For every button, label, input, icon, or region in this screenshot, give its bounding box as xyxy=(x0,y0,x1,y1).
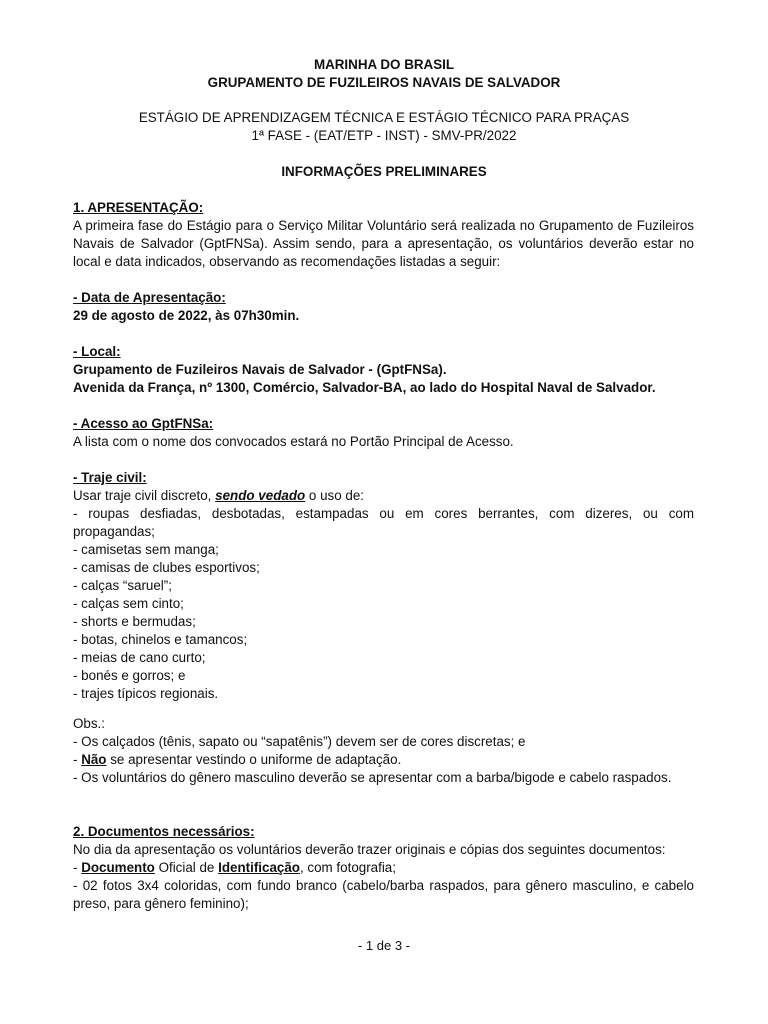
list-item: - bonés e gorros; e xyxy=(73,668,186,683)
traje-list xyxy=(73,505,694,703)
traje-label: - Traje civil: xyxy=(73,470,147,485)
obs-label: Obs.: xyxy=(73,716,105,731)
org-unit: GRUPAMENTO DE FUZILEIROS NAVAIS DE SALVADOR xyxy=(207,75,561,90)
acesso-text: A lista com o nome dos convocados estará no Portão Principal de Acesso. xyxy=(73,434,514,449)
course-title: ESTÁGIO DE APRENDIZAGEM TÉCNICA E ESTÁGIO TÉCNICO PARA PRAÇAS xyxy=(138,110,630,125)
obs-item-2: - Não se apresentar vestindo o uniforme de adaptação. xyxy=(73,752,402,767)
traje-intro: Usar traje civil discreto, sendo vedado o uso de: xyxy=(73,488,365,503)
local-label: - Local: xyxy=(73,344,121,359)
list-item: - botas, chinelos e tamancos; xyxy=(73,632,248,647)
obs-item-1: - Os calçados (tênis, sapato ou “sapatênis”) devem ser de cores discretas; e xyxy=(73,734,526,749)
section-2-heading: 2. Documentos necessários: xyxy=(73,824,255,839)
list-item: - roupas desfiadas, desbotadas, estampadas ou em cores berrantes, com dizeres, ou com propagandas; xyxy=(73,506,694,539)
local-line-1: Grupamento de Fuzileiros Navais de Salvador - (GptFNSa). xyxy=(73,362,447,377)
document-title: INFORMAÇÕES PRELIMINARES xyxy=(281,164,487,179)
page-number: - 1 de 3 - xyxy=(357,938,411,953)
list-item: - calças “saruel”; xyxy=(73,578,172,593)
obs-item-3: - Os voluntários do gênero masculino deverão se apresentar com a barba/bigode e cabelo raspados. xyxy=(73,770,672,785)
list-item: - trajes típicos regionais. xyxy=(73,686,219,701)
org-name: MARINHA DO BRASIL xyxy=(313,57,455,72)
list-item: - camisas de clubes esportivos; xyxy=(73,560,260,575)
course-phase: 1ª FASE - (EAT/ETP - INST) - SMV-PR/2022 xyxy=(251,128,517,143)
section-2-intro: No dia da apresentação os voluntários deverão trazer originais e cópias dos seguintes documentos: xyxy=(73,842,666,857)
list-item: - camisetas sem manga; xyxy=(73,542,219,557)
doc-item-2: - 02 fotos 3x4 coloridas, com fundo branco (cabelo/barba raspados, para gênero masculino, e cabelo preso, para gênero feminino); xyxy=(73,878,694,911)
local-line-2: Avenida da França, nº 1300, Comércio, Salvador-BA, ao lado do Hospital Naval de Salvador. xyxy=(73,380,656,395)
list-item: - meias de cano curto; xyxy=(73,650,206,665)
date-label: - Data de Apresentação: xyxy=(73,290,226,305)
acesso-label: - Acesso ao GptFNSa: xyxy=(73,416,214,431)
doc-item-1: - Documento Oficial de Identificação, com fotografia; xyxy=(73,860,396,875)
section-1-paragraph: A primeira fase do Estágio para o Serviço Militar Voluntário será realizada no Grupamento de Fuzileiros Navais de Salvador (GptFNSa). Assim sendo, para a apresentação, os voluntários deverão estar no local e data indicados, observando as recomendações listadas a seguir: xyxy=(73,218,694,269)
list-item: - shorts e bermudas; xyxy=(73,614,196,629)
date-value: 29 de agosto de 2022, às 07h30min. xyxy=(73,308,300,323)
list-item: - calças sem cinto; xyxy=(73,596,184,611)
section-1-heading: 1. APRESENTAÇÃO: xyxy=(73,200,204,215)
